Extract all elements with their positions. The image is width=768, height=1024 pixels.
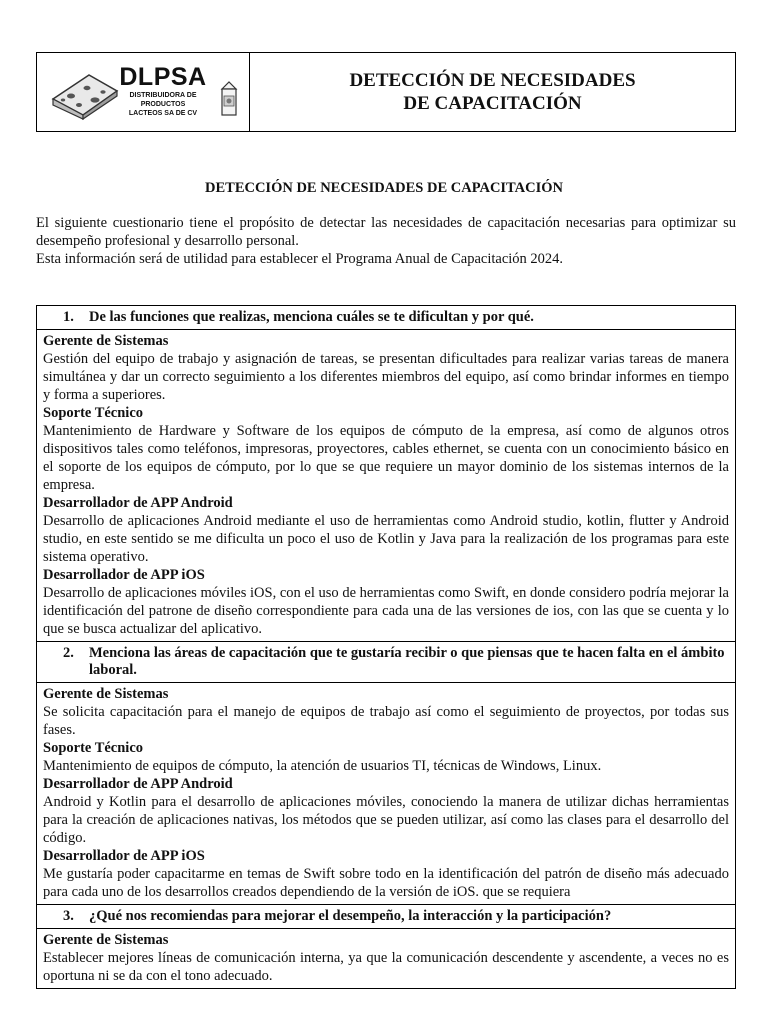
questionnaire-table (36, 305, 736, 989)
intro-paragraph (36, 214, 736, 268)
answers-row (37, 929, 735, 988)
answer-text: Android y Kotlin para el desarrollo de aplicaciones móviles, conociendo la manera de utilizar dichas herramientas para la creación de aplicaciones nativas, los métodos que se pueden utilizar, así como las clases para el desarrollo del código. (43, 794, 729, 846)
header-title-line1: DETECCIÓN DE NECESIDADES (349, 70, 636, 91)
answer-text: Gestión del equipo de trabajo y asignación de tareas, se presentan dificultades para realizar varias tareas de manera simultánea y dar un correcto seguimiento a los diferentes miembros del equipo, así como brindar informes en tiempo y forma a superiores. (43, 351, 729, 403)
answer-text: Mantenimiento de Hardware y Software de los equipos de cómputo de la empresa, así como de algunos otros dispositivos tales como teléfonos, impresoras, proyectores, cables ethernet, se cuenta con un conocimiento básico en el soporte de los equipos de cómputo, por lo que se que requiere un mayor dominio de los sistemas internos de la empresa. (43, 423, 729, 493)
company-logo (37, 53, 250, 131)
question-row (37, 642, 735, 683)
answer-role: Desarrollador de APP iOS (43, 567, 205, 583)
answers-row (37, 330, 735, 642)
milk-carton-icon (217, 79, 241, 119)
question-row (37, 905, 735, 929)
document-heading: DETECCIÓN DE NECESIDADES DE CAPACITACIÓN (205, 180, 563, 196)
answer-text: Mantenimiento de equipos de cómputo, la atención de usuarios TI, técnicas de Windows, Linux. (43, 758, 602, 774)
question-title (43, 907, 729, 925)
intro-line2: Esta información será de utilidad para establecer el Programa Anual de Capacitación 2024. (36, 251, 564, 267)
question-text: ¿Qué nos recomiendas para mejorar el desempeño, la interacción y la participación? (89, 908, 612, 924)
document-header (36, 52, 736, 132)
answer-text: Se solicita capacitación para el manejo de equipos de trabajo así como el seguimiento de proyectos, por todas sus fases. (43, 704, 729, 738)
logo-text (113, 63, 213, 118)
answer-role: Desarrollador de APP iOS (43, 848, 205, 864)
answer-role: Soporte Técnico (43, 405, 144, 421)
intro-line1: El siguiente cuestionario tiene el propósito de detectar las necesidades de capacitación necesarias para optimizar su desempeño profesional y desarrollo personal. (36, 215, 736, 249)
question-text: De las funciones que realizas, menciona cuáles se te dificultan y por qué. (89, 309, 534, 325)
logo-subtitle-line2: LACTEOS SA DE CV (128, 110, 198, 117)
cheese-icon (49, 65, 123, 121)
logo-name: DLPSA (119, 63, 207, 91)
answer-role: Gerente de Sistemas (43, 932, 169, 948)
header-title (349, 69, 635, 115)
answer-text: Desarrollo de aplicaciones móviles iOS, con el uso de herramientas como Swift, en donde considero podría mejorar la identificación del patrone de diseño correspondiente para cada una de las versiones de ios, con las que se cuenta y lo que se busca actualizar del aplicativo. (43, 585, 729, 637)
question-title (43, 308, 729, 326)
answer-text: Me gustaría poder capacitarme en temas de Swift sobre todo en la identificación del patrón de diseño más adecuado para cada uno de los desarrollos creados dependiendo de la versión de iOS. que se requiera (43, 866, 729, 900)
question-number: 1. (63, 309, 74, 325)
question-title (43, 644, 729, 679)
answer-text: Establecer mejores líneas de comunicación interna, ya que la comunicación descendente y ascendente, a veces no es oportuna ni se da con el tono adecuado. (43, 950, 729, 984)
answer-role: Desarrollador de APP Android (43, 776, 233, 792)
answers-row (37, 683, 735, 905)
answer-role: Gerente de Sistemas (43, 333, 169, 349)
question-row (37, 306, 735, 330)
answer-text: Desarrollo de aplicaciones Android mediante el uso de herramientas como Android studio, kotlin, flutter y Android studio, en este sentido se me dificulta un poco el uso de Kotlin y Java para la realización de los programas para este sistema operativo. (43, 513, 729, 565)
question-number: 3. (63, 908, 74, 924)
answer-role: Gerente de Sistemas (43, 686, 169, 702)
answer-role: Soporte Técnico (43, 740, 144, 756)
answer-role: Desarrollador de APP Android (43, 495, 233, 511)
question-number: 2. (63, 645, 74, 661)
header-title-cell (250, 53, 735, 131)
logo-subtitle-line1: DISTRIBUIDORA DE PRODUCTOS (129, 92, 197, 108)
question-text: Menciona las áreas de capacitación que te gustaría recibir o que piensas que te hacen falta en el ámbito laboral. (89, 645, 725, 678)
header-title-line2: DE CAPACITACIÓN (403, 93, 582, 114)
